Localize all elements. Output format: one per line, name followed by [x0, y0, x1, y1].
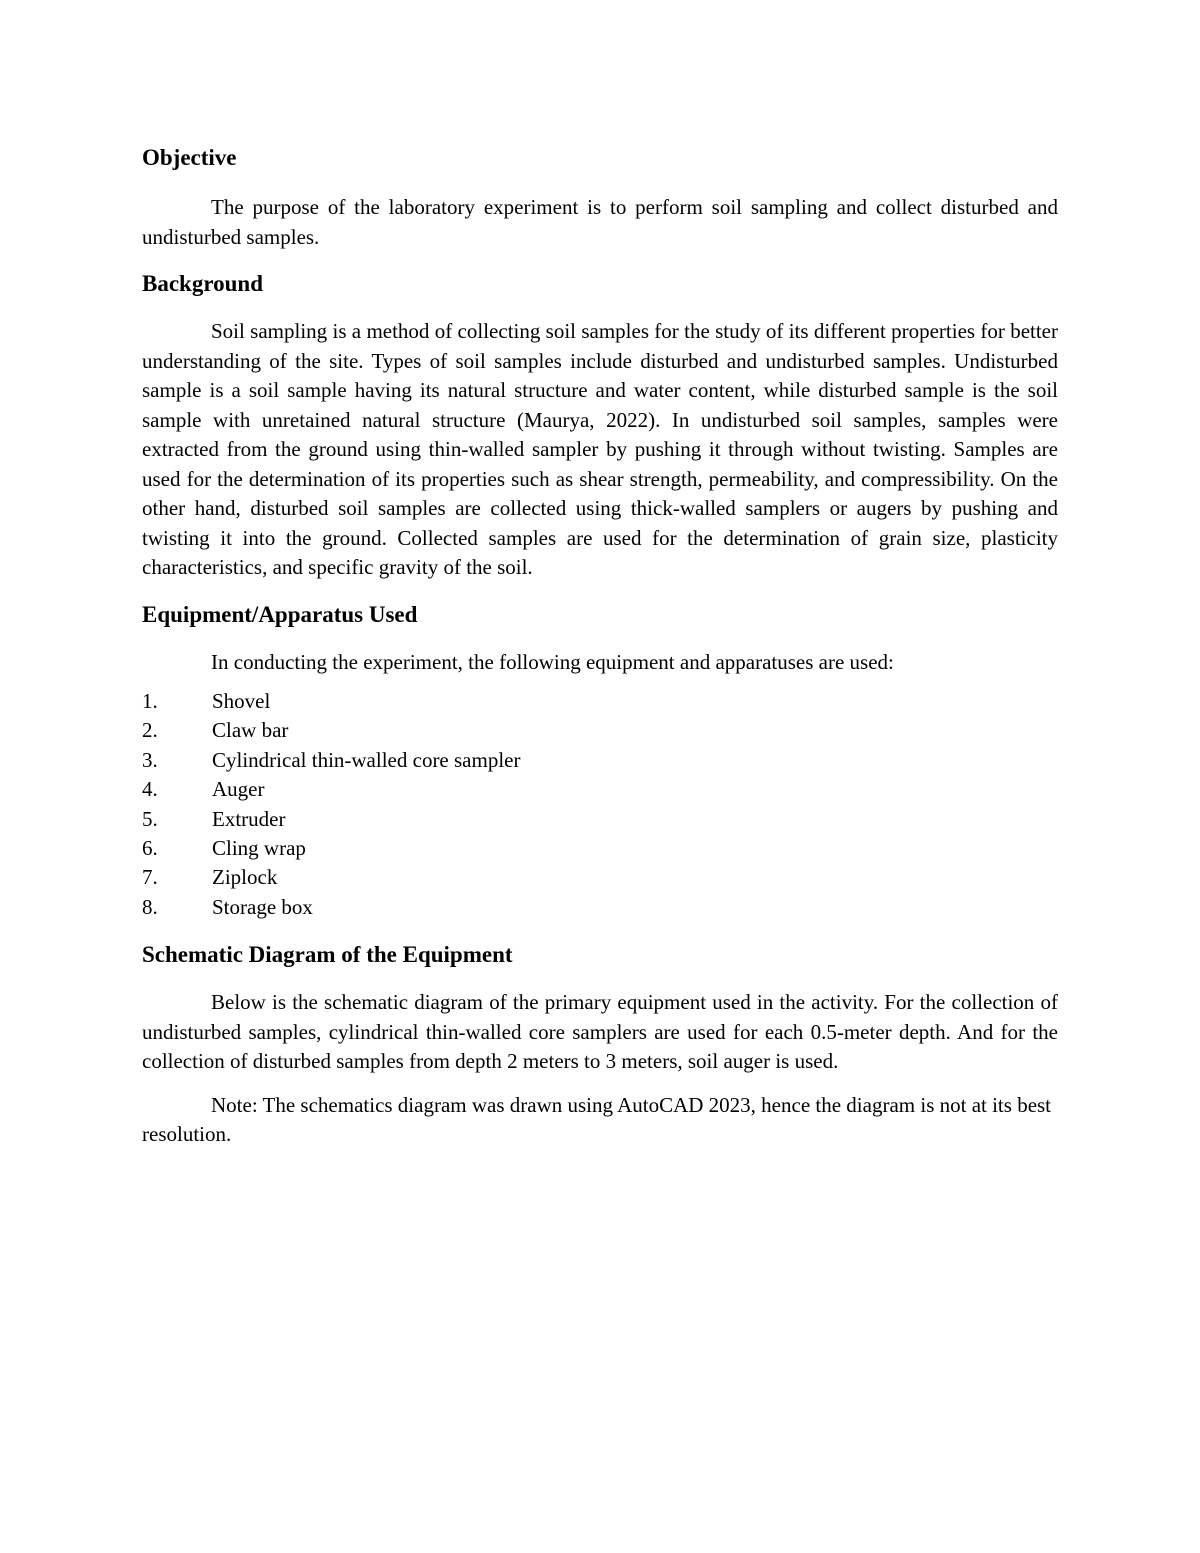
- list-item: [142, 746, 1058, 775]
- schematic-heading: Schematic Diagram of the Equipment: [142, 942, 513, 968]
- list-item-number: 8.: [142, 894, 158, 919]
- list-item-number: 4.: [142, 777, 158, 802]
- list-item-label: Storage box: [212, 894, 313, 919]
- list-item-number: 2.: [142, 718, 158, 743]
- list-item: [142, 716, 1058, 745]
- list-item-label: Ziplock: [212, 865, 278, 890]
- list-item: [142, 893, 1058, 922]
- list-item-number: 7.: [142, 865, 158, 890]
- list-item: [142, 687, 1058, 716]
- list-item-label: Cylindrical thin-walled core sampler: [212, 747, 521, 772]
- list-item-label: Extruder: [212, 806, 286, 831]
- list-item: [142, 863, 1058, 892]
- list-item: [142, 775, 1058, 804]
- equipment-intro-paragraph: In conducting the experiment, the following equipment and apparatuses are used:: [211, 649, 894, 674]
- objective-paragraph: The purpose of the laboratory experiment is to perform soil sampling and collect disturbed and undisturbed samples.: [142, 195, 1058, 249]
- list-item-label: Claw bar: [212, 718, 289, 743]
- list-item-number: 3.: [142, 747, 158, 772]
- list-item-number: 1.: [142, 689, 158, 713]
- equipment-list: [142, 687, 1058, 922]
- list-item-label: Auger: [212, 777, 265, 802]
- schematic-note-paragraph: Note: The schematics diagram was drawn using AutoCAD 2023, hence the diagram is not at its best resolution.: [142, 1092, 1052, 1147]
- list-item: [142, 834, 1058, 863]
- list-item-label: Cling wrap: [212, 836, 306, 861]
- document-page: [142, 140, 1058, 1150]
- background-paragraph: Soil sampling is a method of collecting soil samples for the study of its different properties for better understanding of the site. Types of soil samples include disturbed and undisturbed samples. Undisturbed sample is a soil sample having its natural structure and water content, while disturbed sample is the soil sample with unretained natural structure (Maurya, 2022). In undisturbed soil samples, samples were extracted from the ground using thin-walled sampler by pushing it through without twisting. Samples are used for the determination of its properties such as shear strength, permeability, and compressibility. On the other hand, disturbed soil samples are collected using thick-walled samplers or augers by pushing and twisting it into the ground. Collected samples are used for the determination of grain size, plasticity characteristics, and specific gravity of the soil.: [142, 319, 1058, 579]
- list-item-label: Shovel: [212, 689, 271, 713]
- schematic-paragraph: Below is the schematic diagram of the primary equipment used in the activity. For the collection of undisturbed samples, cylindrical thin-walled core samplers are used for each 0.5-meter depth. And for the collection of disturbed samples from depth 2 meters to 3 meters, soil auger is used.: [142, 990, 1058, 1074]
- list-item-number: 5.: [142, 806, 158, 831]
- objective-heading: Objective: [142, 145, 237, 170]
- list-item-number: 6.: [142, 836, 158, 861]
- background-heading: Background: [142, 271, 264, 296]
- list-item: [142, 805, 1058, 834]
- equipment-heading: Equipment/Apparatus Used: [142, 601, 418, 627]
